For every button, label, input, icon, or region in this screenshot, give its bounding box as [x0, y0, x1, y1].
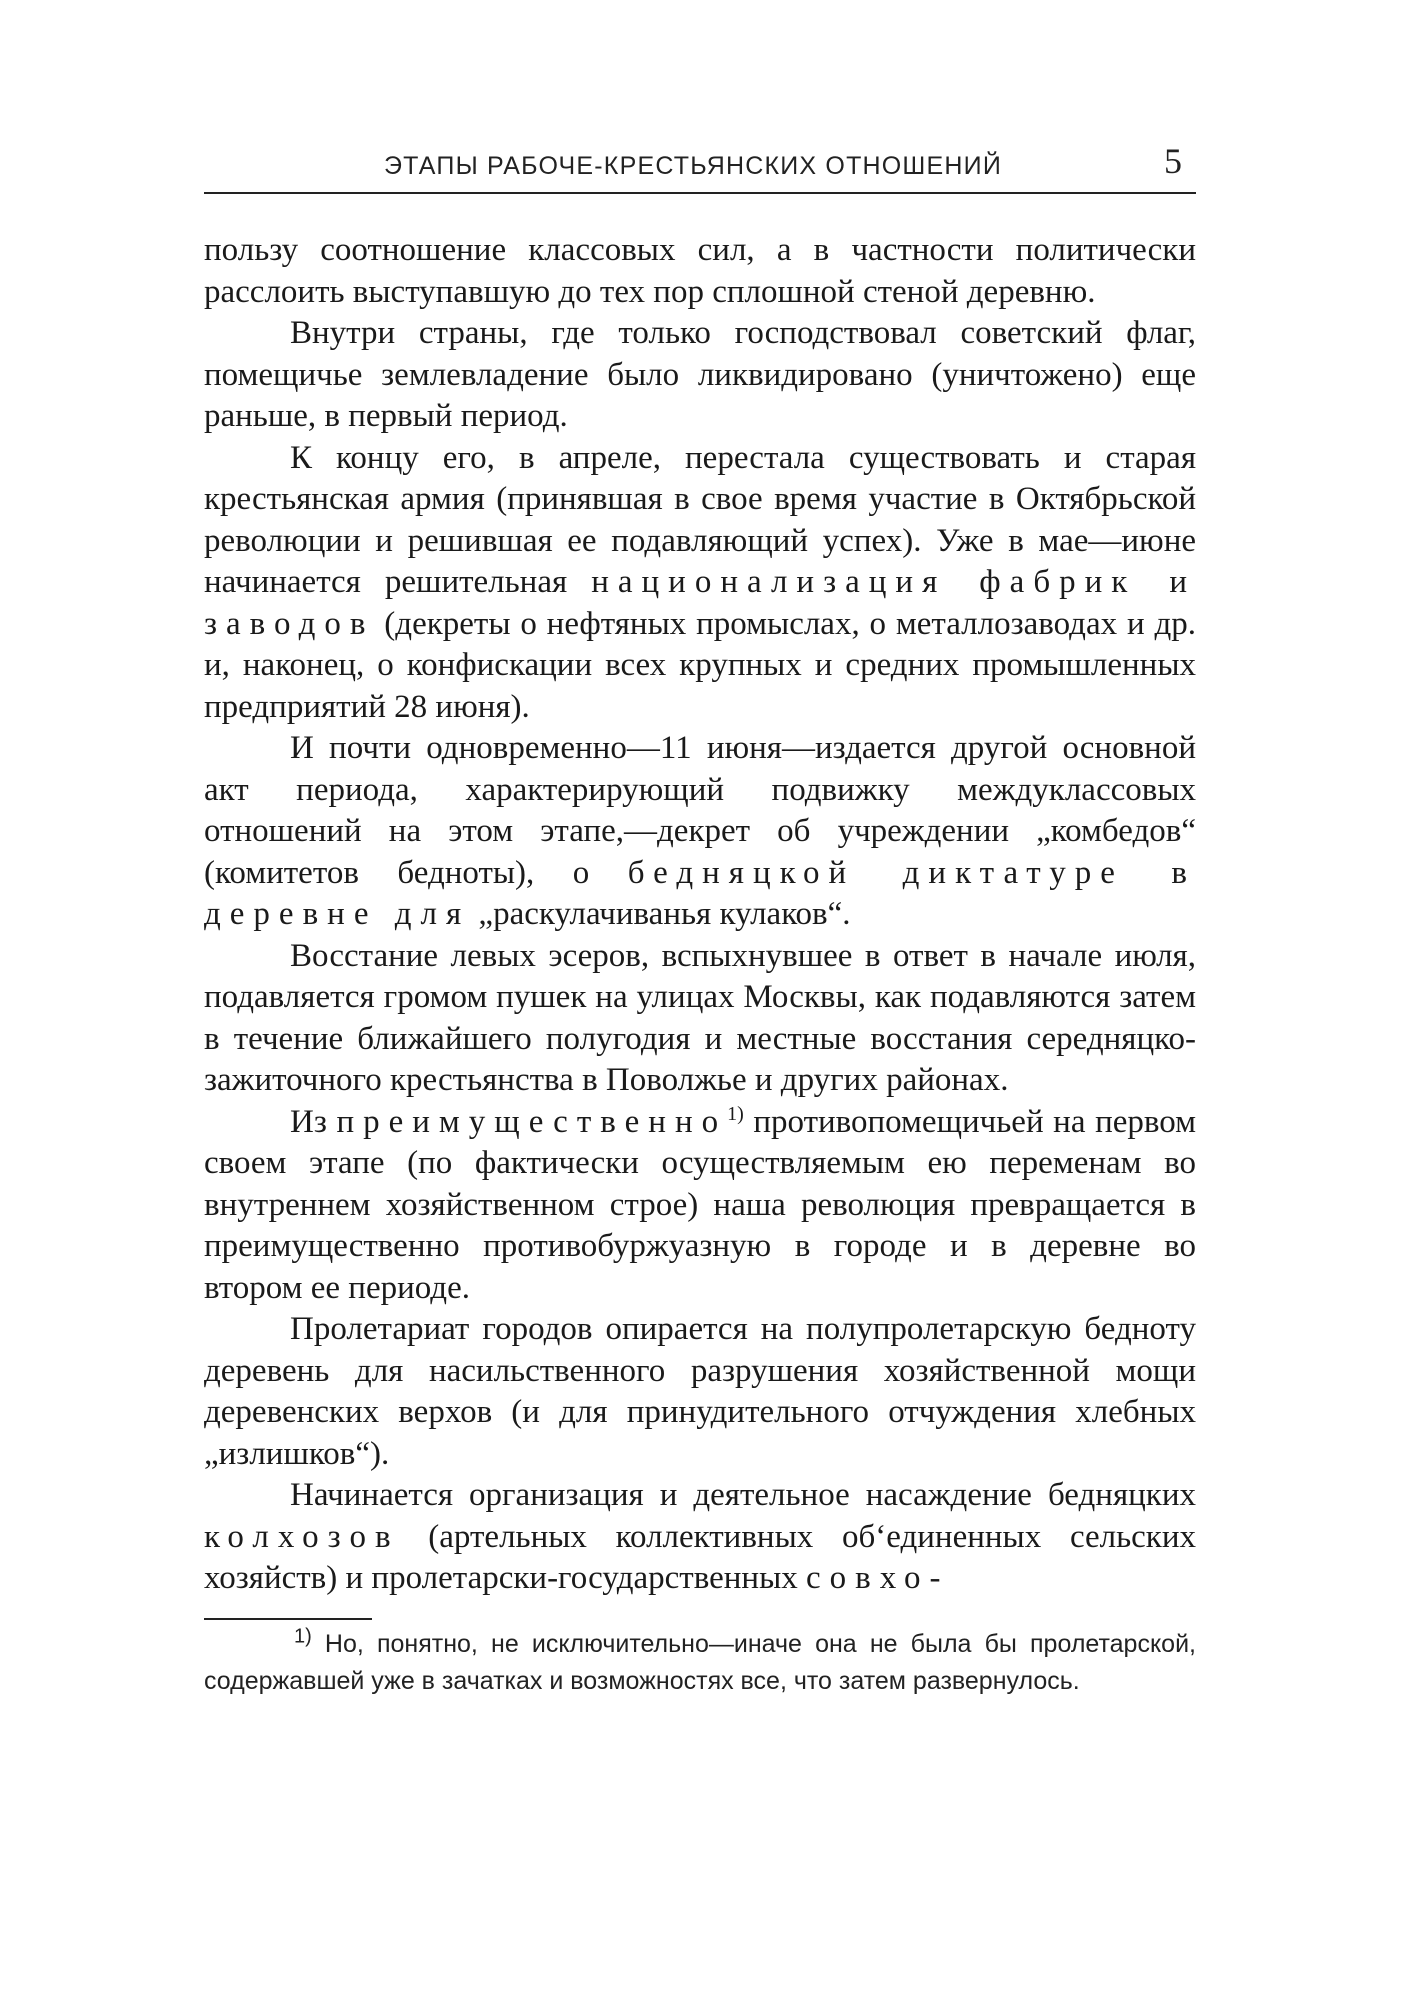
book-page [204, 140, 1196, 1700]
main-text [204, 230, 1196, 1600]
running-header [204, 140, 1196, 194]
paragraph-4: И почти одновременно—11 июня—издается другой основной акт периода, характерирующий подвижку междуклассовых отношений на этом этапе,—декрет об учреждении „комбедов“ (комитетов бедноты), о бедняцкой диктатуре в деревне для „раскулачиванья кулаков“. [204, 730, 1196, 932]
paragraph-2: Внутри страны, где только господствовал советский флаг, помещичье землевладение было ликвидировано (уничтожено) еще раньше, в первый период. [204, 315, 1196, 434]
page-number: 5 [1164, 141, 1182, 181]
spaced-emphasis: совхо- [806, 1560, 950, 1596]
spaced-emphasis: национализация фабрик и заводов [204, 564, 1196, 642]
paragraph-1: пользу соотношение классовых сил, а в частности политически расслоить выступавшую до тех пор сплошной стеной деревню. [204, 232, 1196, 310]
spaced-emphasis: преимущественно [336, 1103, 728, 1140]
footnote-reference[interactable]: 1) [727, 1102, 744, 1125]
footnote-marker: 1) [294, 1625, 312, 1648]
running-title: ЭТАПЫ РАБОЧЕ-КРЕСТЬЯНСКИХ ОТНОШЕНИЙ [384, 152, 1003, 180]
paragraph-3: К концу его, в апреле, перестала существовать и старая крестьянская армия (принявшая в свое время участие в Октябрьской революции и решившая ее подавляющий успех). Уже в мае—июне начинается решительная национализация фабрик и заводов (декреты о нефтяных промыслах, о металлозаводах и др. и, наконец, о конфискации всех крупных и средних промышленных предприятий 28 июня). [204, 439, 1196, 725]
footnote-divider [204, 1618, 372, 1620]
spaced-emphasis: колхозов [204, 1518, 400, 1555]
paragraph-6: Из преимущественно$^{1)}$ противопомещичьей на первом своем этапе (по фактически осуществляемым ею переменам во внутреннем хозяйственном строе) наша революция превращается в преимущественно противобуржуазную в городе и в деревне во втором ее периоде. [204, 1102, 1196, 1306]
footnote-text: Но, понятно, не исключительно—иначе она не была бы пролетарской, содержавшей уже в зачатках и возможностях все, что затем развернулось. [204, 1629, 1196, 1695]
paragraph-7: Пролетариат городов опирается на полупролетарскую бедноту деревень для насильственного разрушения хозяйственной мощи деревенских верхов (и для принудительного отчуждения хлебных „излишков“). [204, 1311, 1196, 1472]
paragraph-5: Восстание левых эсеров, вспыхнувшее в ответ в начале июля, подавляется громом пушек на улицах Москвы, как подавляются затем в течение ближайшего полугодия и местные восстания середняцко-зажиточного крестьянства в Поволжье и других районах. [204, 937, 1196, 1098]
paragraph-8: Начинается организация и деятельное насаждение бедняцких колхозов (артельных коллективных об‘единенных сельских хозяйств) и пролетарски-государственных совхо- [204, 1477, 1196, 1596]
spaced-emphasis: бедняцкой диктатуре в деревне для [204, 854, 1196, 932]
footnote [204, 1626, 1196, 1700]
